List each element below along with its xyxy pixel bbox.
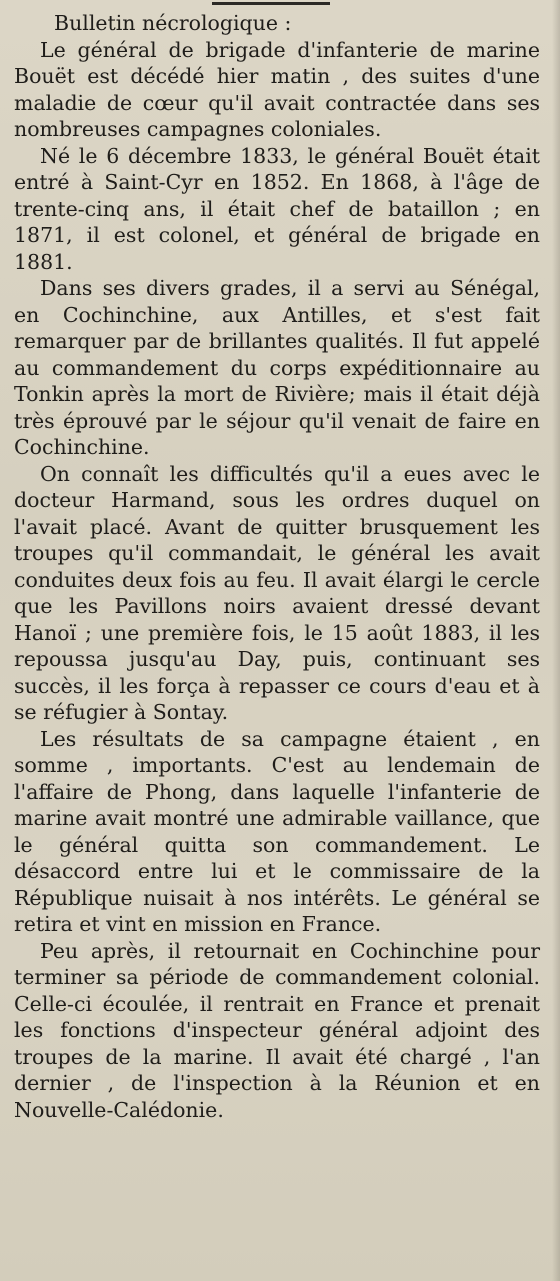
paragraph-death-notice: Le général de brigade d'infanterie de marine Bouët est décédé hier matin , des suites d'une maladie de cœur qu'il avait contractée dans ses nombreuses campagnes coloniales.: [14, 37, 540, 141]
paragraph-postings: Dans ses divers grades, il a servi au Sénégal, en Cochinchine, aux Antilles, et s'est fait remarquer par de brillantes qualités. Il fut appelé au commandement du corps expéditionnaire au Tonkin après la mort de Rivière; mais il était déjà très éprouvé par le séjour qu'il venait de faire en Cochinchine.: [14, 276, 540, 459]
paragraph-tonkin-campaign: On connaît les difficultés qu'il a eues avec le docteur Harmand, sous les ordres duquel on l'avait placé. Avant de quitter brusquement les troupes qu'il commandait, le général les avait conduites deux fois au feu. Il avait élargi le cercle que les Pavillons noirs avaient dressé devant Hanoï ; une première fois, le 15 août 1883, il les repoussa jusqu'au Day, puis, continuant ses succès, il les força à repasser ce cours d'eau et à se réfugier à Sontay.: [14, 461, 540, 724]
article-column: [14, 10, 540, 1123]
paragraph-career: Né le 6 décembre 1833, le général Bouët était entré à Saint-Cyr en 1852. En 1868, à l'âge de trente-cinq ans, il était chef de bataillon ; en 1871, il est colonel, et général de brigade en 1881.: [14, 143, 540, 274]
paragraph-later-career: Peu après, il retournait en Cochinchine pour terminer sa période de commandement colonial. Celle-ci écoulée, il rentrait en France et prenait les fonctions d'inspecteur général adjoint des troupes de la marine. Il avait été chargé , l'an dernier , de l'inspection à la Réunion et en Nouvelle-Calédonie.: [14, 938, 540, 1122]
article-heading: Bulletin nécrologique :: [54, 11, 292, 35]
page-edge-shadow: [552, 0, 560, 1281]
column-separator-rule: [212, 2, 330, 5]
paragraph-results: Les résultats de sa campagne étaient , en somme , importants. C'est au lendemain de l'affaire de Phong, dans laquelle l'infanterie de marine avait montré une admirable vaillance, que le général quitta son commandement. Le désaccord entre lui et le commissaire de la République nuisait à nos intérêts. Le général se retira et vint en mission en France.: [14, 726, 540, 936]
